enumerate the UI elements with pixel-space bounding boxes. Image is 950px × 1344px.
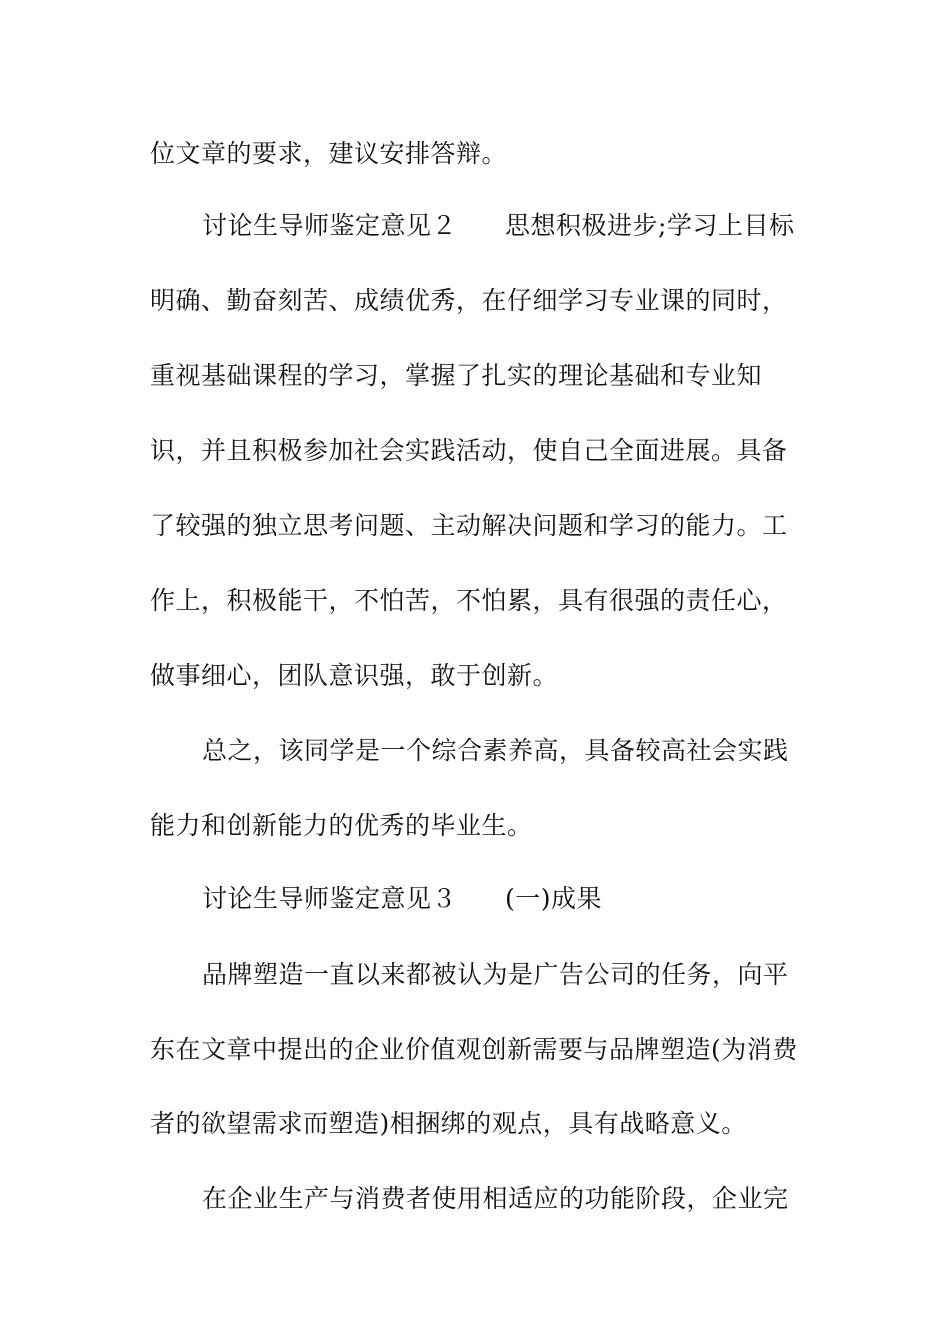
heading-inline-text: (一)成果 bbox=[505, 884, 603, 913]
text-line: 在企业生产与消费者使用相适应的功能阶段，企业完 bbox=[202, 1184, 789, 1213]
text-line: 明确、勤奋刻苦、成绩优秀，在仔细学习专业课的同时， bbox=[150, 286, 788, 315]
section-heading-2 bbox=[202, 206, 862, 246]
text-line: 了较强的独立思考问题、主动解决问题和学习的能力。工 bbox=[150, 511, 788, 540]
text-line: 品牌塑造一直以来都被认为是广告公司的任务，向平 bbox=[202, 960, 789, 989]
heading-inline-text: 思想积极进步;学习上目标 bbox=[505, 211, 795, 240]
text-line: 识，并且积极参加社会实践活动，使自己全面进展。具备 bbox=[150, 436, 788, 465]
text-line: 做事细心，团队意识强，敢于创新。 bbox=[150, 661, 559, 690]
text-line: 能力和创新能力的优秀的毕业生。 bbox=[150, 811, 533, 840]
text-line: 总之，该同学是一个综合素养高，具备较高社会实践 bbox=[202, 736, 789, 765]
section-heading-3 bbox=[202, 879, 862, 919]
heading-text: 讨论生导师鉴定意见２ bbox=[202, 211, 458, 240]
text-line: 者的欲望需求而塑造)相捆绑的观点，具有战略意义。 bbox=[150, 1109, 747, 1138]
text-line: 位文章的要求，建议安排答辩。 bbox=[150, 139, 508, 168]
text-line: 重视基础课程的学习，掌握了扎实的理论基础和专业知 bbox=[150, 361, 763, 390]
text-line: 作上，积极能干，不怕苦，不怕累，具有很强的责任心， bbox=[150, 586, 788, 615]
text-line: 东在文章中提出的企业价值观创新需要与品牌塑造(为消费 bbox=[150, 1035, 798, 1064]
heading-text: 讨论生导师鉴定意见３ bbox=[202, 884, 458, 913]
